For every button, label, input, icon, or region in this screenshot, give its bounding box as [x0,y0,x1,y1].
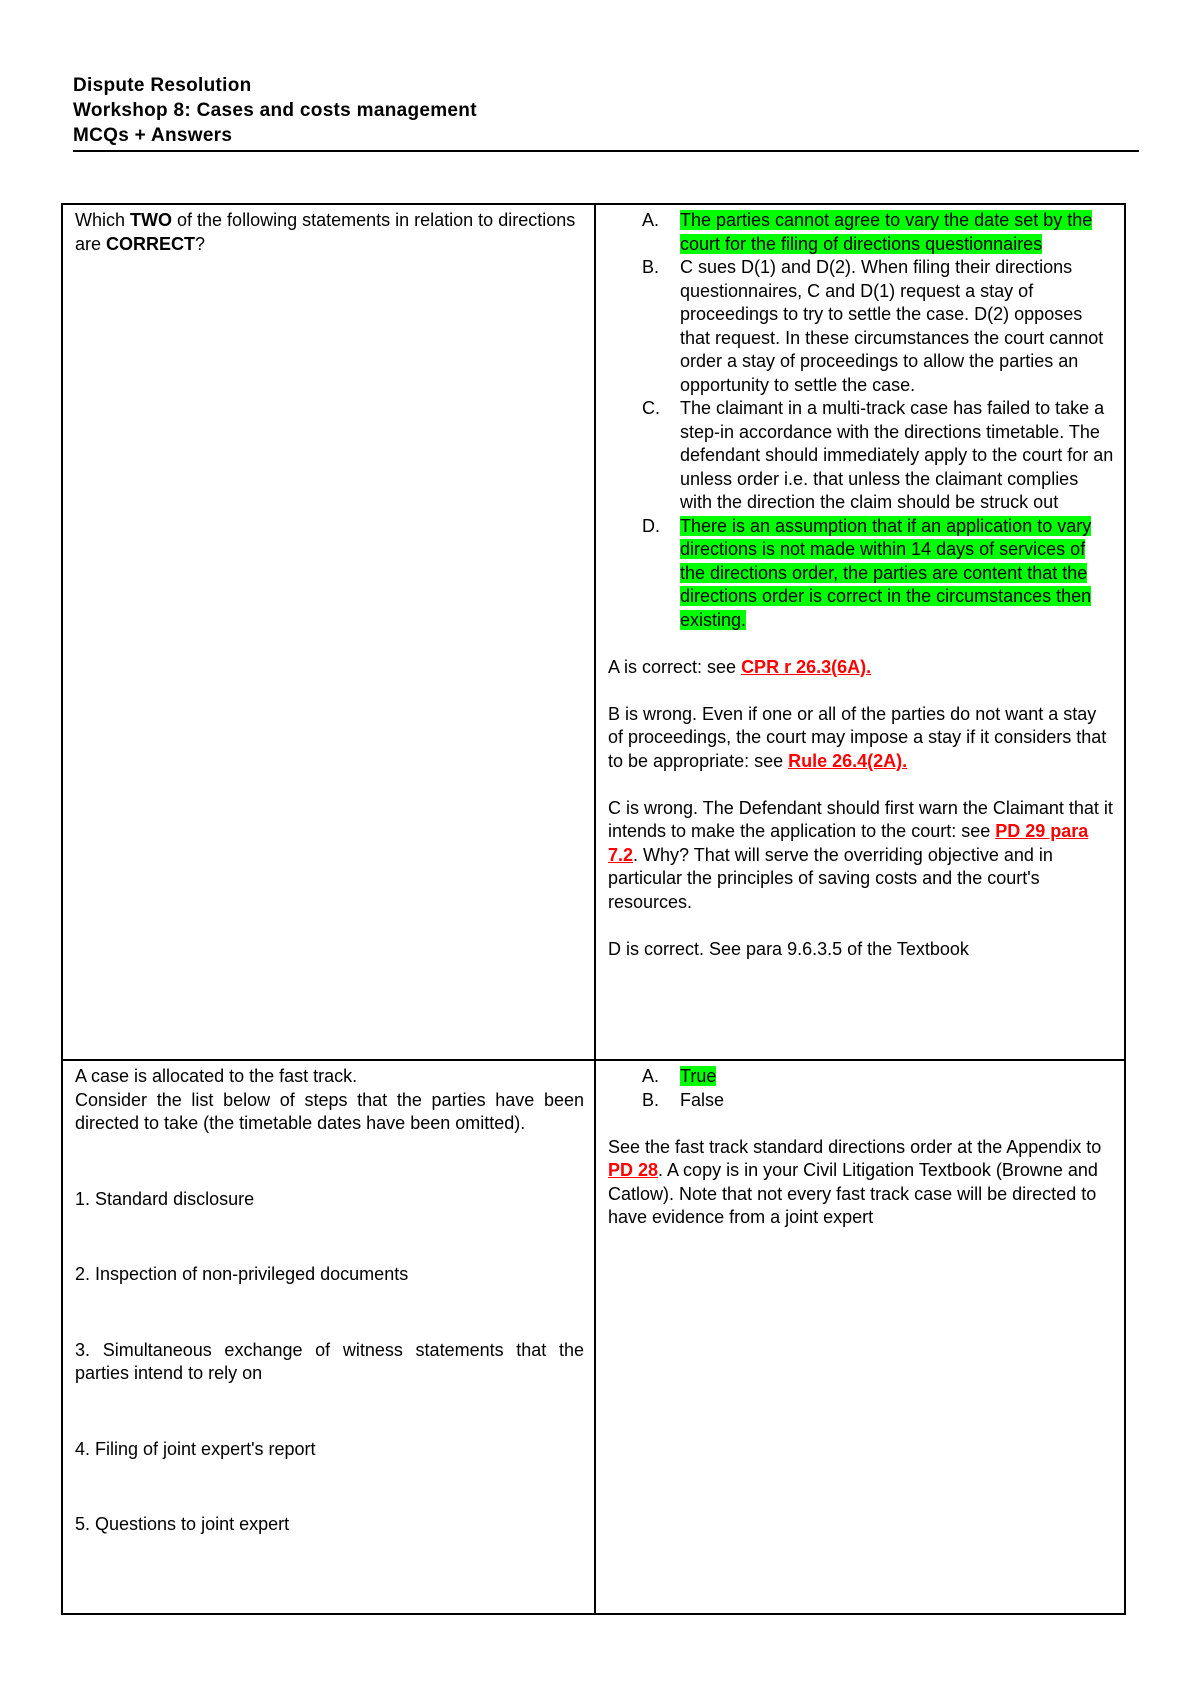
subject-title: Dispute Resolution [73,75,252,96]
option-true: A. True [642,1066,717,1086]
option-c: C. The claimant in a multi-track case has failed to take a step-in accordance with the directions timetable. The defendant should immediately apply to the court for an unless order i.e. that unless the claimant complies with the direction the claim should be struck out [642,398,1114,512]
step-item: 1. Standard disclosure [75,1188,255,1209]
header-divider [73,150,1139,152]
answer-d-explanation: D is correct. See para 9.6.3.5 of the Textbook [608,938,969,959]
step-item: 5. Questions to joint expert [75,1514,290,1534]
document-subtitle: MCQs + Answers [73,125,233,146]
option-d: D. There is an assumption that if an application to vary directions is not made within 14 days of services of the directions order, the parties are content that the directions order is correct in the circumstances then existing. [642,515,1092,630]
correct-option-highlight: True [680,1066,717,1086]
option-b: B. C sues D(1) and D(2). When filing their directions questionnaires, C and D(1) request a stay of proceedings to try to settle the case. D(2) opposes that request. In these circumstances the court cannot order a stay of proceedings to allow the parties an opportunity to settle the case. [642,257,1104,395]
answer-1-cell [595,204,1125,1060]
answer-2-explanation: See the fast track standard directions order at the Appendix to PD 28. A copy is in your Civil Litigation Textbook (Browne and Catlow). Note that not every fast track case will be directed to have evidence from a joint expert [608,1136,1102,1227]
cpr-reference-link[interactable]: CPR r 26.3(6A). [741,656,872,677]
step-item: 3. Simultaneous exchange of witness statements that the parties intend to rely on [75,1339,584,1383]
workshop-title: Workshop 8: Cases and costs management [73,100,477,121]
question-1-cell [62,204,595,1060]
pd29-reference-link[interactable]: PD 29 para 7.2 [608,821,1089,865]
step-item: 4. Filing of joint expert's report [75,1438,316,1459]
q1-options [642,209,1114,632]
mcq-table [61,203,1126,1615]
question-row-2 [62,1060,1125,1614]
question-2-intro: A case is allocated to the fast track. [75,1066,358,1086]
answer-2-cell [595,1060,1125,1614]
option-false: B. False [642,1089,725,1110]
question-1-text: Which TWO of the following statements in relation to directions are CORRECT? [75,210,576,254]
question-2-instructions: Consider the list below of steps that the parties have been directed to take (the timetable dates have been omitted). [75,1089,584,1133]
rule-reference-link[interactable]: Rule 26.4(2A). [788,750,908,771]
answer-c-explanation: C is wrong. The Defendant should first warn the Claimant that it intends to make the application to the court: see PD 29 para 7.2. Why? That will serve the overriding objective and in particular the principles of saving costs and the court's resources. [608,797,1113,912]
question-2-cell [62,1060,595,1614]
document-header [73,73,1139,148]
answer-a-explanation: A is correct: see CPR r 26.3(6A). [608,656,872,677]
q2-options [642,1065,1114,1112]
answer-b-explanation: B is wrong. Even if one or all of the parties do not want a stay of proceedings, the court may impose a stay if it considers that to be appropriate: see Rule 26.4(2A). [608,703,1107,771]
pd28-reference-link[interactable]: PD 28 [608,1160,659,1180]
question-row-1 [62,204,1125,1060]
step-item: 2. Inspection of non-privileged documents [75,1264,409,1284]
correct-option-highlight: The parties cannot agree to vary the date set by the court for the filing of directions questionnaires [680,210,1093,254]
option-a: A. The parties cannot agree to vary the date set by the court for the filing of directions questionnaires [642,210,1093,254]
correct-option-highlight: There is an assumption that if an application to vary directions is not made within 14 days of services of the directions order, the parties are content that the directions order is correct in the circumstances then existing. [680,515,1092,630]
